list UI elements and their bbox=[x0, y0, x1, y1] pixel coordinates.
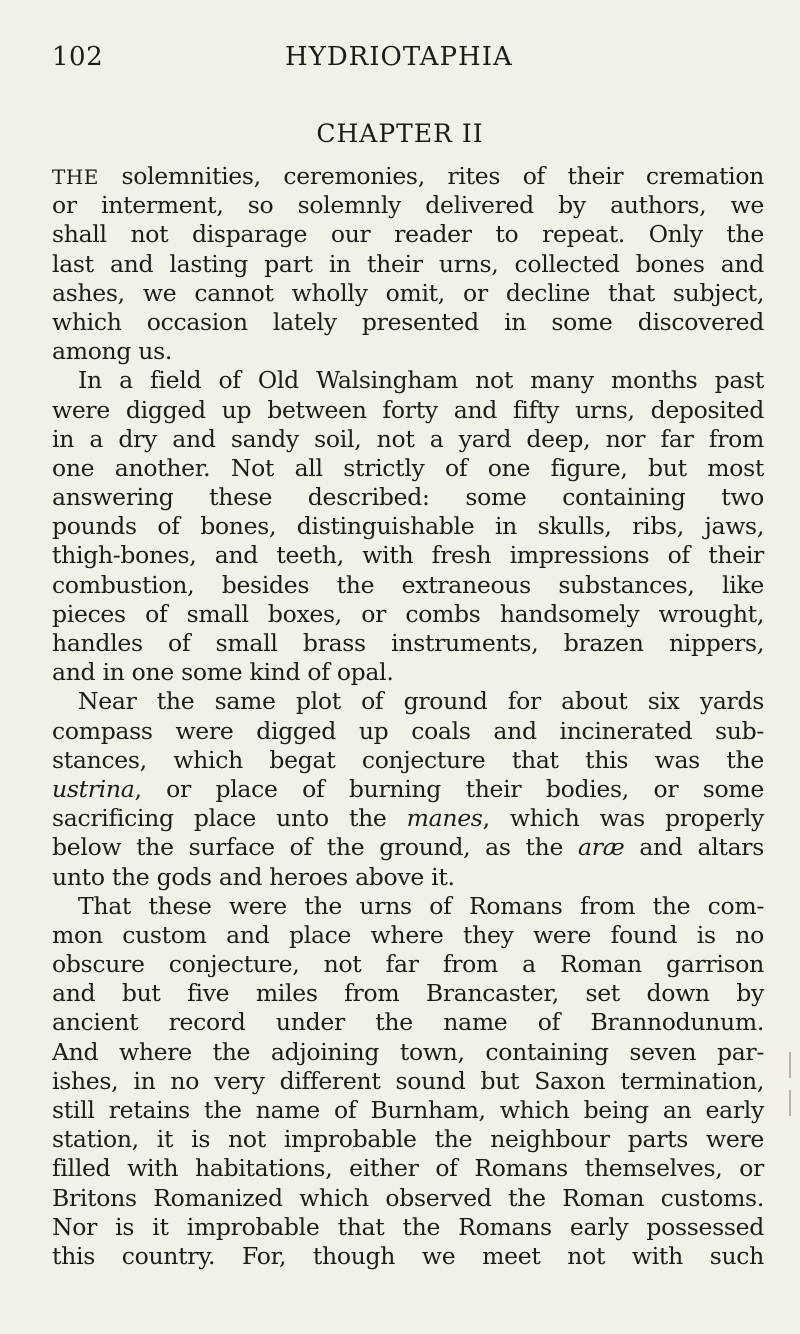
body-text bbox=[52, 162, 764, 1271]
italic-term: manes bbox=[406, 804, 483, 833]
text-line: last and lasting part in their urns, collected bones and bbox=[52, 249, 764, 278]
text-line: compass were digged up coals and incinerated sub- bbox=[52, 716, 764, 745]
margin-mark bbox=[789, 1090, 791, 1116]
text-line: In a field of Old Walsingham not many months past bbox=[78, 366, 764, 395]
italic-term: aræ bbox=[578, 833, 625, 862]
text-line: which occasion lately presented in some discovered bbox=[52, 307, 764, 336]
text-line: ashes, we cannot wholly omit, or decline that subject, bbox=[52, 278, 764, 307]
text-line: Nor is it improbable that the Romans early possessed bbox=[52, 1212, 764, 1241]
text-line: among us. bbox=[52, 337, 173, 366]
text-line: filled with habitations, either of Romans themselves, or bbox=[52, 1154, 764, 1183]
text-line: THE solemnities, ceremonies, rites of their cremation bbox=[52, 162, 764, 190]
text-line: ancient record under the name of Brannodunum. bbox=[52, 1008, 764, 1037]
text-line: Britons Romanized which observed the Roman customs. bbox=[52, 1183, 764, 1212]
text-line: and but five miles from Brancaster, set down by bbox=[52, 979, 764, 1008]
text-line: Near the same plot of ground for about six yards bbox=[78, 687, 764, 716]
text-line: this country. For, though we meet not with such bbox=[52, 1241, 764, 1270]
text-line: handles of small brass instruments, brazen nippers, bbox=[52, 629, 764, 657]
text-line: obscure conjecture, not far from a Roman garrison bbox=[52, 950, 764, 979]
text-line: shall not disparage our reader to repeat. Only the bbox=[52, 220, 764, 249]
text-line: one another. Not all strictly of one figure, but most bbox=[52, 453, 764, 482]
text-line: pounds of bones, distinguishable in skulls, ribs, jaws, bbox=[52, 512, 764, 541]
running-title: HYDRIOTAPHIA bbox=[285, 42, 513, 72]
text-line: in a dry and sandy soil, not a yard deep, nor far from bbox=[52, 424, 764, 453]
text-line: thigh-bones, and teeth, with fresh impressions of their bbox=[52, 541, 764, 570]
text-line: still retains the name of Burnham, which being an early bbox=[52, 1096, 764, 1124]
text-line: And where the adjoining town, containing seven par- bbox=[52, 1037, 764, 1066]
italic-term: ustrina bbox=[52, 774, 135, 803]
text-line: ustrina, or place of burning their bodies, or some bbox=[52, 774, 764, 803]
text-line: station, it is not improbable the neighbour parts were bbox=[52, 1125, 764, 1154]
page-number: 102 bbox=[52, 42, 104, 72]
text-line: ishes, in no very different sound but Saxon termination, bbox=[52, 1066, 764, 1095]
text-line: pieces of small boxes, or combs handsomely wrought, bbox=[52, 599, 764, 628]
text-line: unto the gods and heroes above it. bbox=[52, 862, 455, 891]
small-caps-opening: THE bbox=[52, 165, 99, 189]
text-line: sacrificing place unto the manes, which was properly bbox=[52, 804, 764, 833]
text-line: mon custom and place where they were found is no bbox=[52, 920, 764, 949]
text-line: combustion, besides the extraneous substances, like bbox=[52, 570, 764, 599]
chapter-heading: CHAPTER II bbox=[316, 119, 484, 148]
text-line: below the surface of the ground, as the aræ and altars bbox=[52, 833, 764, 862]
text-line: and in one some kind of opal. bbox=[52, 658, 394, 687]
running-head bbox=[52, 42, 756, 78]
text-line: were digged up between forty and fifty urns, deposited bbox=[52, 395, 764, 424]
text-line: stances, which begat conjecture that this was the bbox=[52, 745, 764, 774]
text-line: That these were the urns of Romans from the com- bbox=[78, 891, 764, 920]
text-line: answering these described: some containing two bbox=[52, 483, 764, 512]
text-line: or interment, so solemnly delivered by authors, we bbox=[52, 191, 764, 220]
margin-mark bbox=[789, 1052, 791, 1078]
